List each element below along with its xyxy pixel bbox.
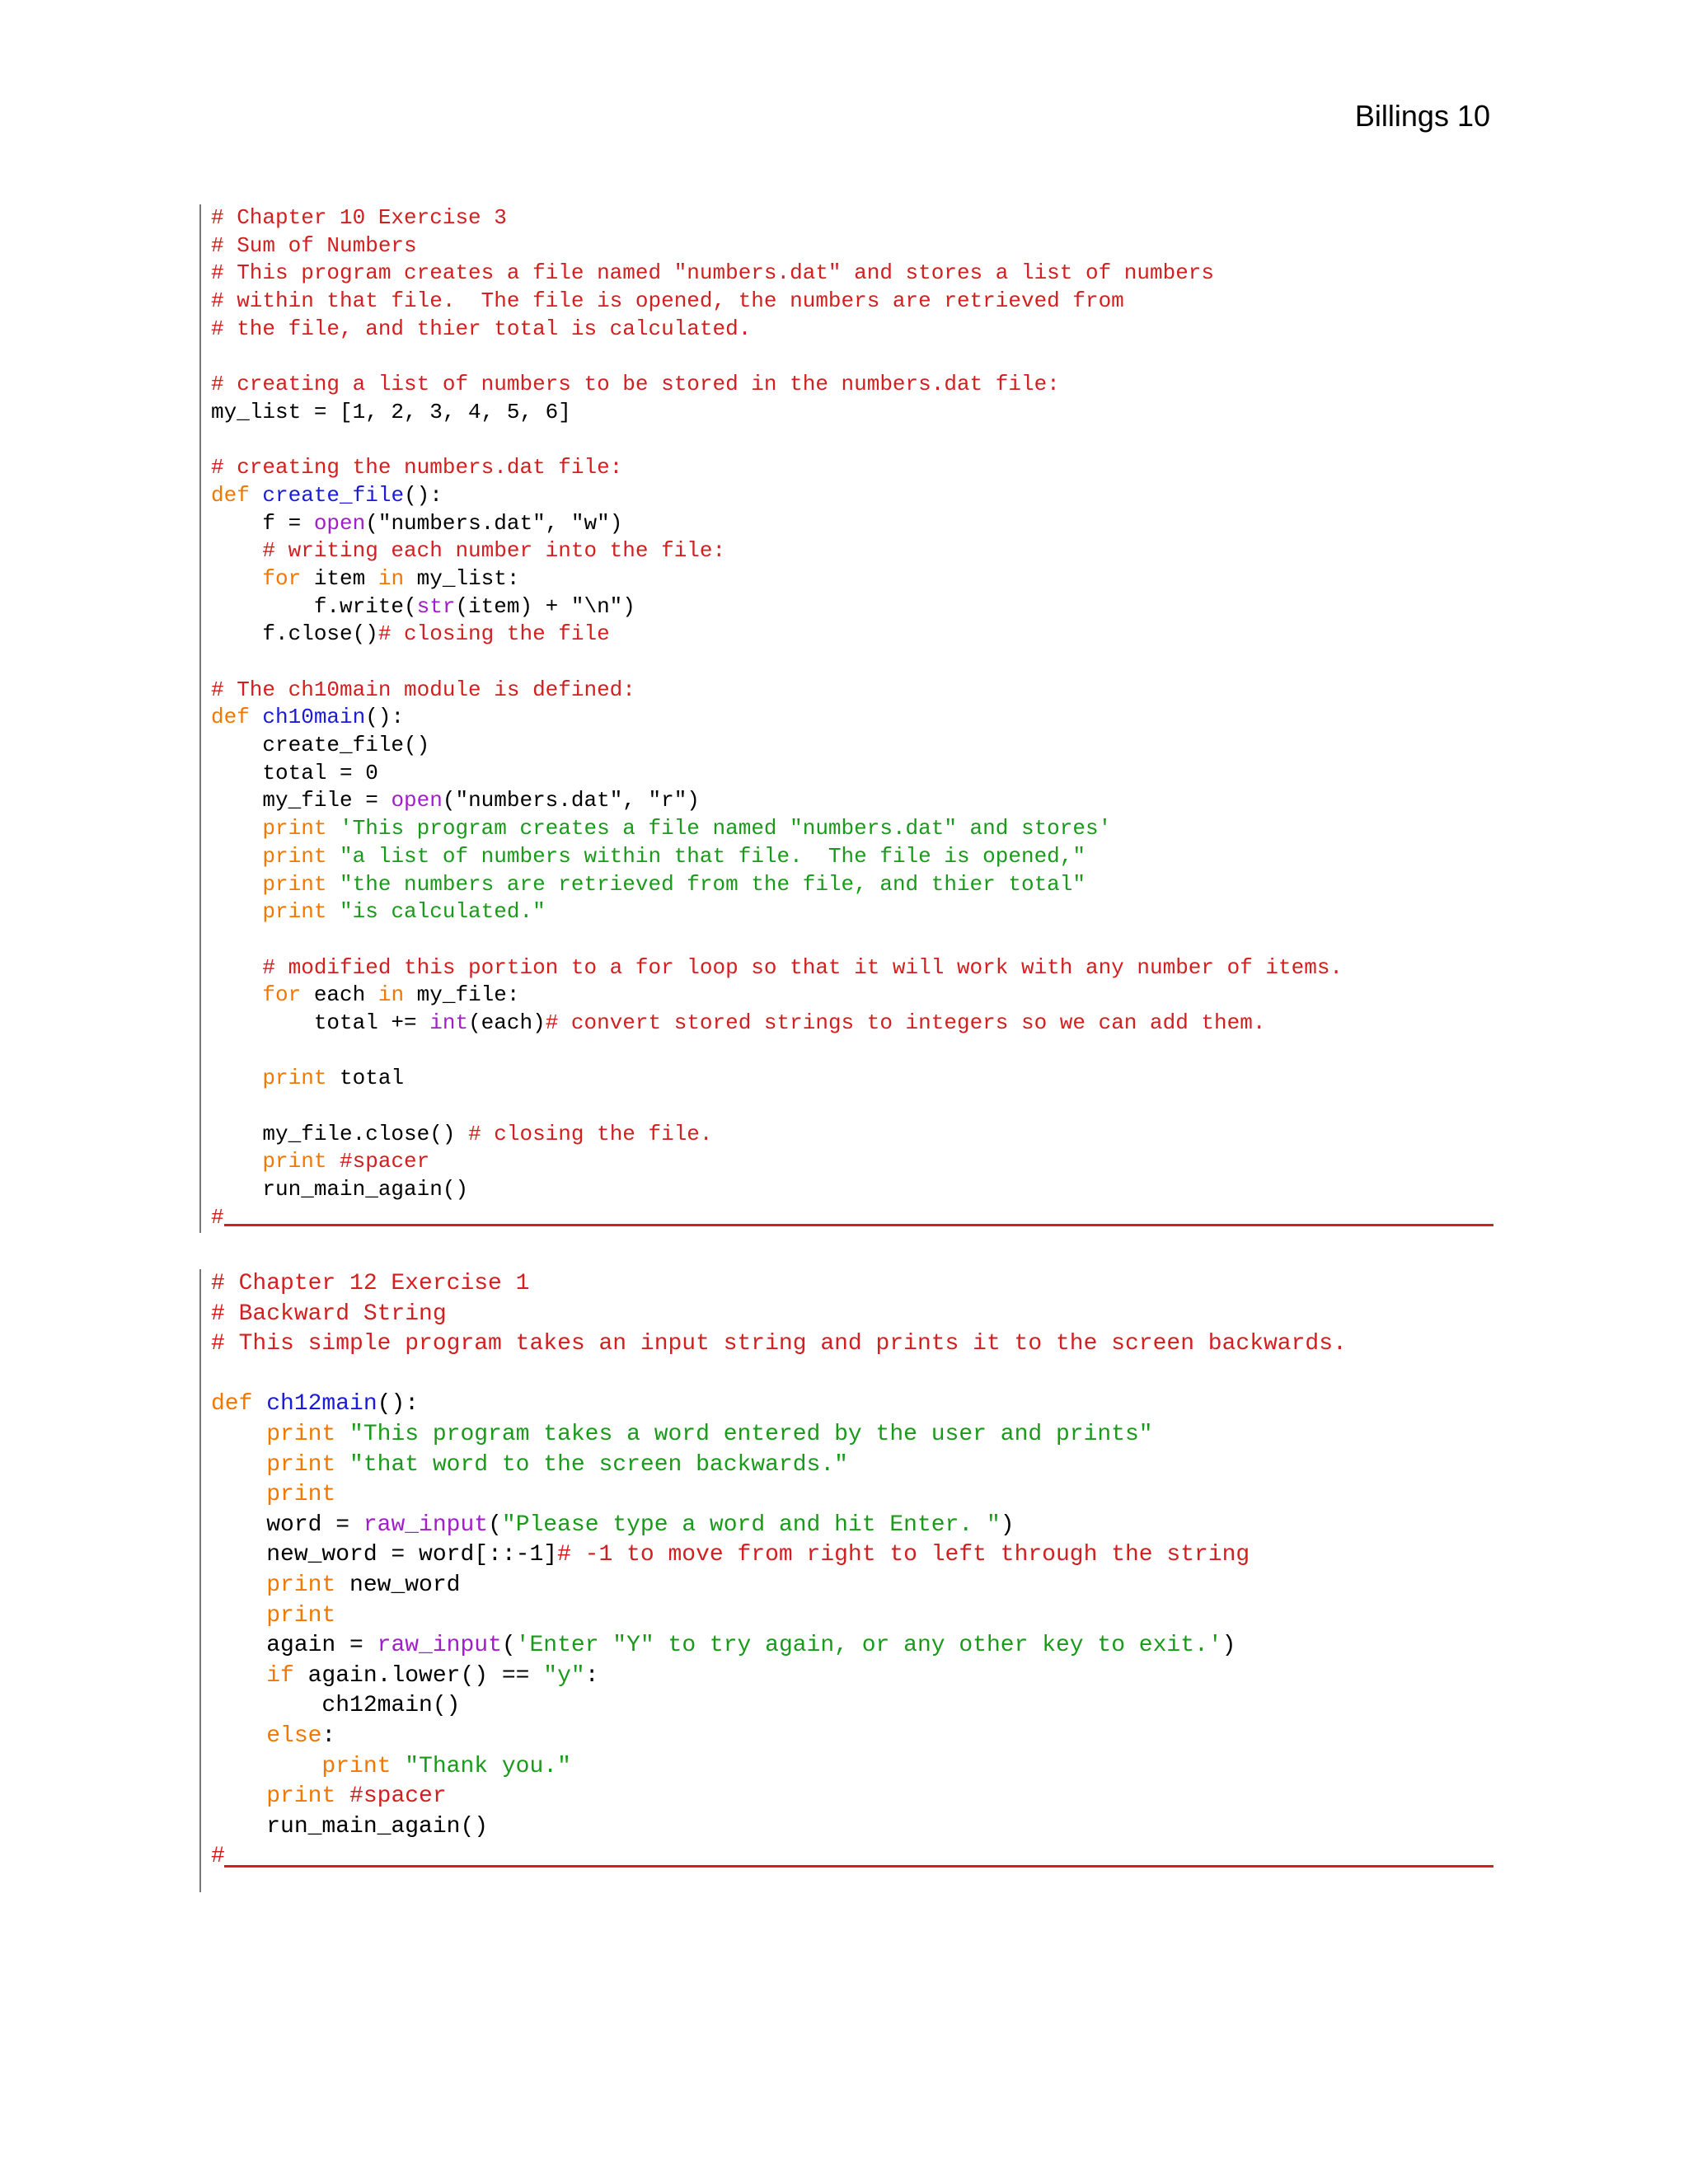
code-line bbox=[201, 1390, 1493, 1420]
code-token: create_file() bbox=[211, 733, 430, 758]
code-line bbox=[201, 871, 1493, 899]
code-line bbox=[201, 371, 1493, 399]
code-token: in bbox=[377, 565, 417, 591]
code-token: my_file = bbox=[211, 788, 392, 813]
code-line bbox=[201, 954, 1493, 982]
code-line bbox=[201, 343, 1493, 371]
code-token: # This simple program takes an input string and prints it to the screen backwards. bbox=[211, 1331, 1347, 1357]
code-token: 'Enter "Y" to try again, or any other key to exit.' bbox=[515, 1633, 1222, 1659]
code-token: my_list: bbox=[416, 565, 520, 591]
code-token: my_file.close() bbox=[211, 1121, 469, 1146]
code-line bbox=[201, 1722, 1493, 1752]
code-token: print bbox=[211, 899, 340, 925]
code-line bbox=[201, 1540, 1493, 1571]
code-token: print bbox=[211, 1066, 340, 1091]
code-line bbox=[201, 1360, 1493, 1390]
code-token: again = bbox=[211, 1633, 377, 1659]
code-line bbox=[201, 1752, 1493, 1783]
divider-rule bbox=[224, 1224, 1493, 1226]
code-line bbox=[201, 288, 1493, 316]
code-token: ( bbox=[488, 1511, 502, 1538]
code-token: 'This program creates a file named "numbers.dat" and stores' bbox=[340, 816, 1112, 841]
code-token: (each) bbox=[468, 1010, 546, 1035]
code-token: item bbox=[313, 565, 378, 591]
code-token: # convert stored strings to integers so we can add them. bbox=[545, 1010, 1266, 1035]
code-token: : bbox=[321, 1722, 336, 1749]
code-line bbox=[201, 843, 1493, 871]
code-token: print bbox=[211, 1482, 336, 1508]
code-line bbox=[201, 1631, 1493, 1661]
code-token: ("numbers.dat", "r") bbox=[442, 788, 700, 813]
code-token: # modified this portion to a for loop so that it will work with any number of items. bbox=[211, 954, 1343, 980]
code-token: ch10main bbox=[262, 705, 366, 730]
code-token: print bbox=[211, 1783, 350, 1810]
code-token: # the file, and thier total is calculated. bbox=[211, 316, 752, 341]
code-token: print bbox=[211, 1149, 340, 1174]
code-token: if bbox=[211, 1662, 308, 1689]
code-token: #spacer bbox=[340, 1149, 430, 1174]
code-token: my_file: bbox=[416, 982, 520, 1008]
code-line bbox=[201, 1038, 1493, 1066]
code-line bbox=[201, 1093, 1493, 1121]
code-token: create_file bbox=[262, 482, 405, 508]
code-token: # -1 to move from right to left through the string bbox=[557, 1542, 1250, 1568]
code-token: def bbox=[211, 482, 263, 508]
code-token: run_main_again() bbox=[211, 1177, 469, 1202]
code-token: open bbox=[391, 788, 443, 813]
code-line bbox=[201, 565, 1493, 593]
code-line bbox=[201, 1329, 1493, 1360]
code-token: print bbox=[211, 816, 340, 841]
code-token: (): bbox=[377, 1391, 420, 1418]
code-token: raw_input bbox=[363, 1511, 489, 1538]
code-token: str bbox=[416, 593, 456, 619]
code-token: word = bbox=[211, 1511, 363, 1538]
code-token: int bbox=[429, 1010, 469, 1035]
code-token: # writing each number into the file: bbox=[211, 538, 726, 564]
code-line bbox=[201, 510, 1493, 538]
code-token: (): bbox=[404, 482, 443, 508]
code-line bbox=[201, 621, 1493, 649]
code-token: for bbox=[211, 565, 314, 591]
code-token: new_word bbox=[349, 1572, 461, 1598]
code-line bbox=[201, 1300, 1493, 1330]
code-token: in bbox=[377, 982, 417, 1008]
code-token: open bbox=[313, 510, 366, 536]
code-token: for bbox=[211, 982, 314, 1008]
code-token: ch12main bbox=[266, 1391, 377, 1418]
code-token: f.write( bbox=[211, 593, 417, 619]
code-token: #spacer bbox=[349, 1783, 447, 1810]
code-line bbox=[201, 232, 1493, 260]
code-token: again.lower() == bbox=[307, 1662, 544, 1689]
code-token: # bbox=[211, 1204, 224, 1230]
code-token: # creating a list of numbers to be stored in the numbers.dat file: bbox=[211, 372, 1060, 397]
code-block-chapter-12 bbox=[199, 1269, 1493, 1892]
code-line bbox=[201, 482, 1493, 510]
page-header: Billings 10 bbox=[1354, 99, 1490, 133]
code-line bbox=[201, 316, 1493, 344]
code-token: new_word = word[::-1] bbox=[211, 1542, 558, 1568]
code-line bbox=[201, 926, 1493, 954]
code-line bbox=[201, 898, 1493, 926]
code-line bbox=[201, 399, 1493, 427]
code-token: my_list = [1, 2, 3, 4, 5, 6] bbox=[211, 399, 571, 424]
code-token: (): bbox=[365, 705, 405, 730]
code-line bbox=[201, 427, 1493, 455]
code-line bbox=[201, 1269, 1493, 1300]
code-line bbox=[201, 982, 1493, 1010]
code-line bbox=[201, 260, 1493, 288]
code-line bbox=[201, 1420, 1493, 1451]
code-token: # Chapter 10 Exercise 3 bbox=[211, 205, 507, 230]
code-token: each bbox=[313, 982, 378, 1008]
code-token: print bbox=[211, 843, 340, 869]
code-token: ( bbox=[501, 1633, 516, 1659]
code-line bbox=[201, 1010, 1493, 1038]
code-line bbox=[201, 1571, 1493, 1601]
code-line bbox=[201, 1782, 1493, 1812]
code-token: "that word to the screen backwards." bbox=[349, 1451, 848, 1478]
code-line bbox=[201, 1121, 1493, 1149]
divider-rule bbox=[224, 1865, 1493, 1868]
code-token: ("numbers.dat", "w") bbox=[365, 510, 623, 536]
code-token: # Chapter 12 Exercise 1 bbox=[211, 1271, 530, 1296]
code-token: (item) + "\n") bbox=[455, 593, 635, 619]
code-token: print bbox=[211, 1451, 350, 1478]
code-token: # creating the numbers.dat file: bbox=[211, 455, 623, 480]
code-token: def bbox=[211, 705, 263, 730]
code-token: total bbox=[340, 1066, 405, 1091]
code-token: def bbox=[211, 1391, 267, 1418]
code-token: "This program takes a word entered by the user and prints" bbox=[349, 1421, 1153, 1447]
code-token: # bbox=[211, 1844, 225, 1870]
code-line bbox=[201, 454, 1493, 482]
code-token: raw_input bbox=[377, 1633, 502, 1659]
code-token: ) bbox=[1000, 1511, 1015, 1538]
code-line bbox=[201, 1601, 1493, 1632]
code-token: "is calculated." bbox=[340, 899, 546, 925]
code-line bbox=[201, 1511, 1493, 1541]
code-token: ch12main() bbox=[211, 1693, 461, 1719]
code-token: : bbox=[584, 1662, 599, 1689]
code-line bbox=[201, 1451, 1493, 1481]
code-token: print bbox=[211, 1572, 350, 1598]
code-token: "a list of numbers within that file. The file is opened," bbox=[340, 843, 1085, 869]
code-line bbox=[201, 593, 1493, 621]
code-token: run_main_again() bbox=[211, 1813, 489, 1840]
code-line bbox=[201, 1065, 1493, 1093]
code-token: # This program creates a file named "numbers.dat" and stores a list of numbers bbox=[211, 260, 1214, 286]
code-line bbox=[201, 677, 1493, 705]
code-token: else bbox=[211, 1722, 322, 1749]
code-token: "Thank you." bbox=[405, 1753, 571, 1779]
code-token: print bbox=[211, 871, 340, 897]
code-token: # closing the file bbox=[377, 621, 610, 647]
code-token: "the numbers are retrieved from the file, and thier total" bbox=[340, 871, 1085, 897]
code-token: "y" bbox=[543, 1662, 585, 1689]
code-token: f = bbox=[211, 510, 314, 536]
code-token: # closing the file. bbox=[468, 1121, 713, 1146]
code-token: # within that file. The file is opened, the numbers are retrieved from bbox=[211, 288, 1124, 314]
code-token: "Please type a word and hit Enter. " bbox=[501, 1511, 1001, 1538]
code-line bbox=[201, 732, 1493, 760]
code-line bbox=[201, 649, 1493, 677]
code-line bbox=[201, 704, 1493, 732]
code-line bbox=[201, 1812, 1493, 1843]
code-block-chapter-10 bbox=[199, 204, 1493, 1233]
code-token: # Sum of Numbers bbox=[211, 232, 417, 258]
code-token: ) bbox=[1221, 1633, 1236, 1659]
code-line bbox=[201, 1176, 1493, 1204]
code-line bbox=[201, 1691, 1493, 1722]
code-token: # The ch10main module is defined: bbox=[211, 677, 635, 702]
code-line bbox=[201, 1842, 1493, 1872]
code-token: # Backward String bbox=[211, 1301, 447, 1327]
code-line bbox=[201, 1204, 1493, 1232]
code-line bbox=[201, 1661, 1493, 1692]
code-line bbox=[201, 1480, 1493, 1511]
code-token: print bbox=[211, 1753, 406, 1779]
code-line bbox=[201, 204, 1493, 232]
code-line bbox=[201, 760, 1493, 788]
code-line bbox=[201, 1148, 1493, 1176]
code-line bbox=[201, 815, 1493, 843]
code-token: print bbox=[211, 1421, 350, 1447]
code-line bbox=[201, 537, 1493, 565]
code-token: total += bbox=[211, 1010, 430, 1035]
code-token: total = 0 bbox=[211, 760, 378, 785]
code-line bbox=[201, 787, 1493, 815]
code-token: print bbox=[211, 1602, 336, 1629]
code-token: f.close() bbox=[211, 621, 378, 647]
